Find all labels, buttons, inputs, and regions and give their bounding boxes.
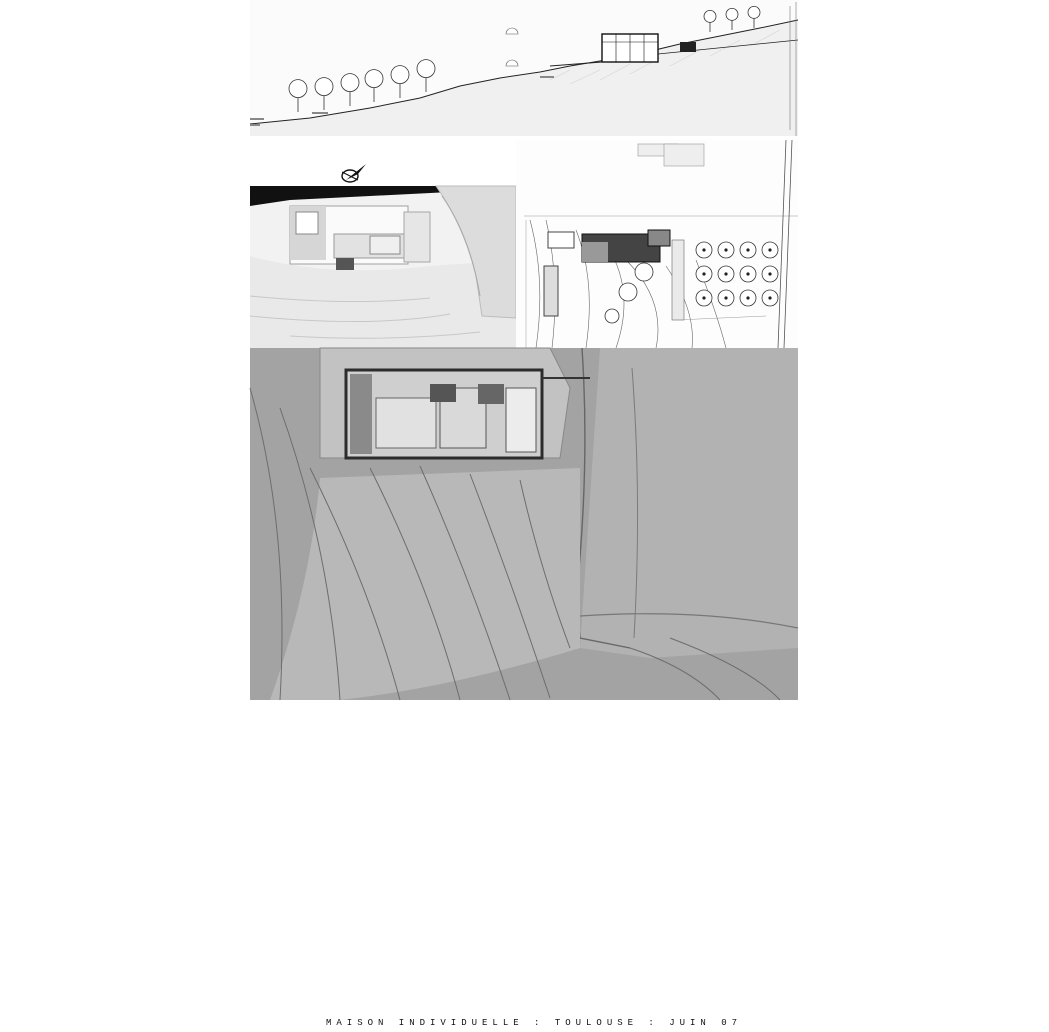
tree-icon (748, 6, 760, 28)
tree-center-dot (724, 248, 727, 251)
tree-icon (365, 70, 383, 102)
board-caption: MAISON INDIVIDUELLE : TOULOUSE : JUIN 07 (326, 1018, 743, 1028)
tree-icon (289, 80, 307, 112)
tree-center-dot (746, 296, 749, 299)
tree-center-dot (724, 296, 727, 299)
tree-center-dot (702, 248, 705, 251)
plan-svg (516, 140, 798, 348)
tree-center-dot (702, 272, 705, 275)
tree-icon (315, 78, 333, 110)
tree-icon (391, 66, 409, 98)
tree-icon (704, 10, 716, 32)
tree-center-dot (746, 272, 749, 275)
tree-icon (417, 60, 435, 92)
section-svg (250, 0, 798, 136)
tree-center-dot (768, 248, 771, 251)
tree-icon (726, 8, 738, 30)
tree-center-dot (768, 272, 771, 275)
tree-center-dot (724, 272, 727, 275)
site-section-drawing (250, 0, 798, 136)
tree-center-dot (746, 248, 749, 251)
presentation-board (250, 0, 798, 1028)
model-photo-top (250, 186, 516, 348)
north-arrow-icon (336, 160, 372, 186)
tree-center-dot (702, 296, 705, 299)
model-photo-main (250, 348, 798, 1028)
tree-icon (341, 74, 359, 106)
site-plan-drawing (516, 140, 798, 348)
tree-center-dot (768, 296, 771, 299)
